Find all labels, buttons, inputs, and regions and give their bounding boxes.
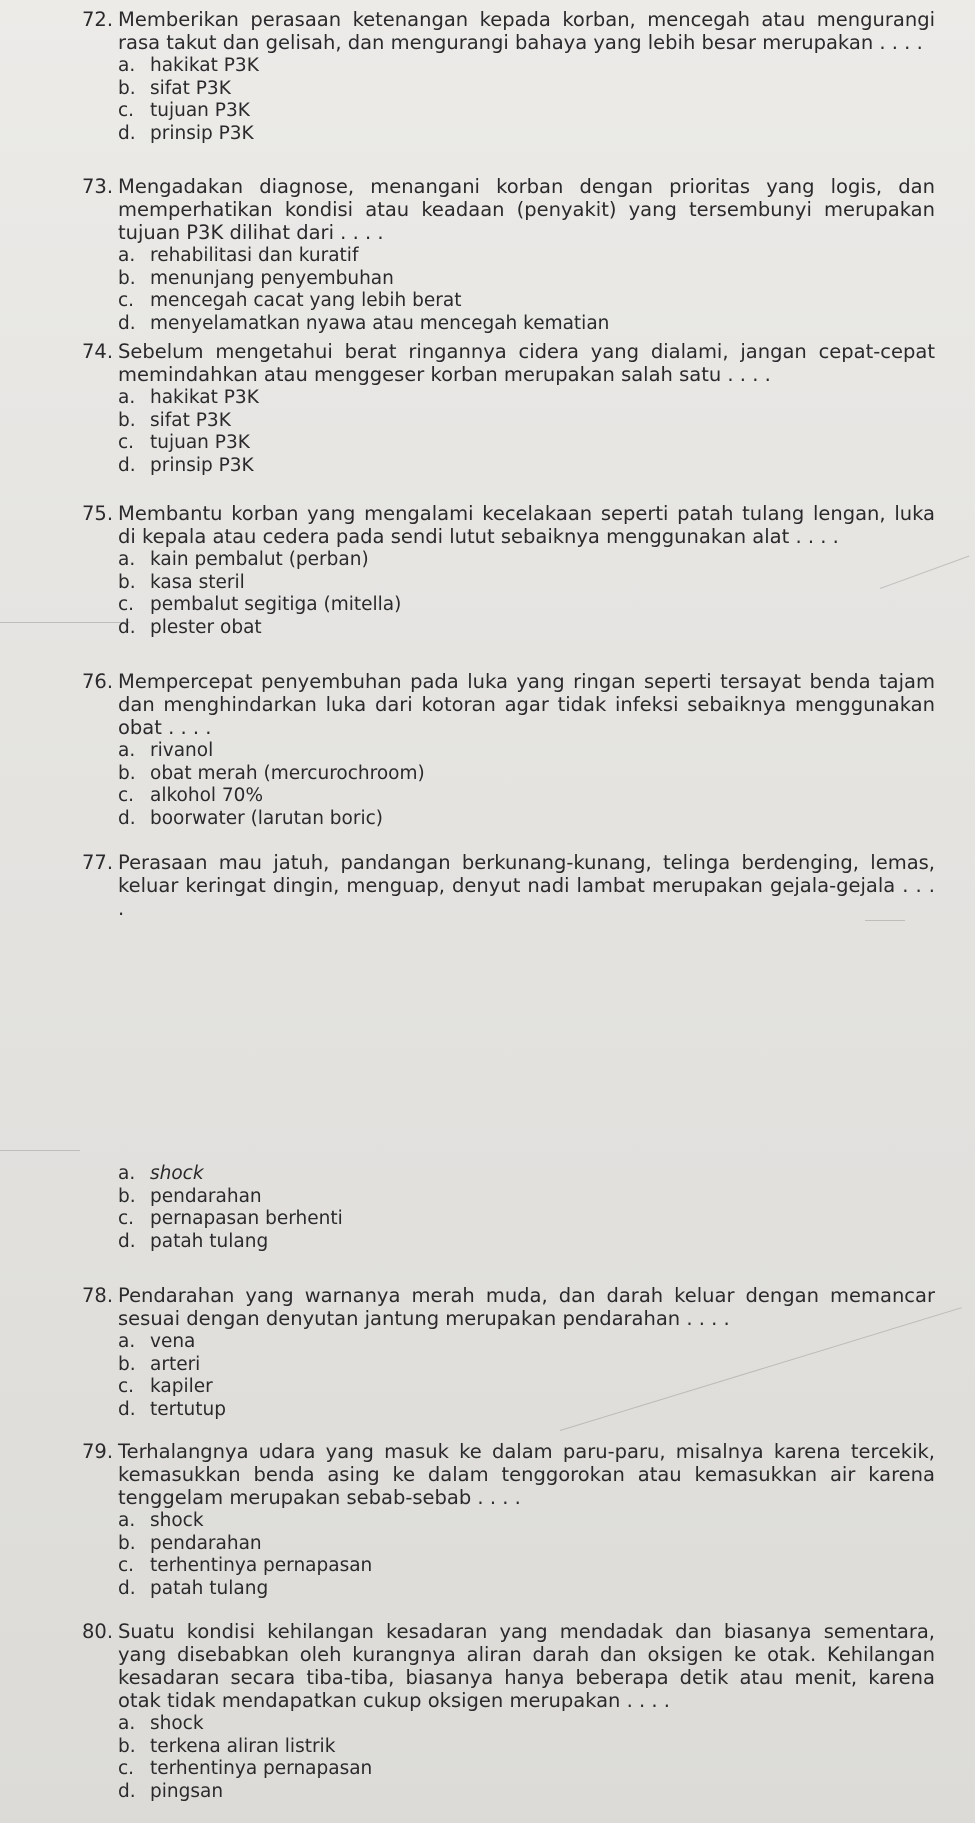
option-letter: b.	[118, 409, 136, 431]
question-text: Perasaan mau jatuh, pandangan berkunang-kunang, telinga berdenging, lemas, keluar keringat dingin, menguap, denyut nadi lambat merupakan gejala-gejala . . . .	[118, 851, 935, 920]
option-letter: d.	[118, 1577, 136, 1599]
option-d[interactable]	[118, 1781, 935, 1804]
option-c[interactable]	[118, 594, 935, 617]
option-list	[118, 549, 935, 639]
question-77	[82, 851, 935, 920]
option-letter: b.	[118, 1353, 136, 1375]
option-text: shock	[150, 1510, 204, 1531]
option-list	[118, 1331, 935, 1421]
question-number: 74.	[82, 340, 114, 363]
option-a[interactable]	[118, 55, 935, 78]
option-letter: d.	[118, 122, 136, 144]
option-letter: b.	[118, 1735, 136, 1757]
question-74	[82, 340, 935, 477]
option-letter: c.	[118, 785, 135, 806]
question-text: Mempercepat penyembuhan pada luka yang ringan seperti tersayat benda tajam dan menghindarkan luka dari kotoran agar tidak infeksi sebaiknya menggunakan obat . . . .	[118, 670, 935, 739]
question-78	[82, 1284, 935, 1421]
option-b[interactable]	[118, 78, 935, 101]
option-text: hakikat P3K	[150, 55, 259, 76]
option-text: hakikat P3K	[150, 387, 259, 408]
option-letter: a.	[118, 387, 136, 408]
question-79	[82, 1440, 935, 1600]
question-text: Pendarahan yang warnanya merah muda, dan darah keluar dengan memancar sesuai dengan denyutan jantung merupakan pendarahan . . . .	[118, 1284, 935, 1330]
option-text: obat merah (mercurochroom)	[150, 762, 425, 784]
option-text: boorwater (larutan boric)	[150, 807, 383, 829]
option-b[interactable]	[118, 1533, 935, 1556]
option-text: shock	[150, 1713, 204, 1734]
question-77-options	[82, 1162, 935, 1253]
question-number: 76.	[82, 670, 114, 693]
option-a[interactable]	[118, 1713, 935, 1736]
option-list	[118, 1163, 935, 1253]
option-d[interactable]	[118, 1399, 935, 1422]
option-text: tertutup	[150, 1398, 226, 1420]
blank-space	[40, 915, 920, 1160]
option-letter: c.	[118, 594, 135, 615]
option-text: shock	[150, 1163, 204, 1184]
option-text: tujuan P3K	[150, 432, 250, 453]
option-d[interactable]	[118, 1231, 935, 1254]
question-text: Sebelum mengetahui berat ringannya cidera yang dialami, jangan cepat-cepat memindahkan atau menggeser korban merupakan salah satu . . . .	[118, 340, 935, 386]
option-a[interactable]	[118, 245, 935, 268]
option-letter: d.	[118, 616, 136, 638]
option-text: kasa steril	[150, 571, 245, 593]
option-letter: c.	[118, 100, 135, 121]
question-text: Memberikan perasaan ketenangan kepada korban, mencegah atau mengurangi rasa takut dan gelisah, dan mengurangi bahaya yang lebih besar merupakan . . . .	[118, 8, 935, 54]
option-letter: b.	[118, 571, 136, 593]
question-number: 72.	[82, 8, 114, 31]
option-letter: d.	[118, 1230, 136, 1252]
question-number: 79.	[82, 1440, 114, 1463]
option-c[interactable]	[118, 1555, 935, 1578]
option-text: mencegah cacat yang lebih berat	[150, 290, 462, 311]
option-text: prinsip P3K	[150, 122, 254, 144]
question-80	[82, 1620, 935, 1803]
option-letter: a.	[118, 1713, 136, 1734]
option-list	[118, 740, 935, 830]
option-text: patah tulang	[150, 1230, 269, 1252]
option-d[interactable]	[118, 1578, 935, 1601]
option-a[interactable]	[118, 740, 935, 763]
option-d[interactable]	[118, 313, 935, 336]
question-number: 77.	[82, 851, 114, 874]
question-number: 80.	[82, 1620, 114, 1643]
option-list	[118, 1713, 935, 1803]
option-letter: d.	[118, 807, 136, 829]
option-d[interactable]	[118, 808, 935, 831]
option-letter: c.	[118, 1555, 135, 1576]
option-list	[118, 245, 935, 335]
option-letter: a.	[118, 245, 136, 266]
question-76	[82, 670, 935, 830]
option-text: kapiler	[150, 1376, 213, 1397]
option-text: terhentinya pernapasan	[150, 1758, 373, 1779]
option-letter: b.	[118, 267, 136, 289]
option-text: alkohol 70%	[150, 785, 264, 806]
option-text: terhentinya pernapasan	[150, 1555, 373, 1576]
option-list	[118, 55, 935, 145]
option-b[interactable]	[118, 1186, 935, 1209]
question-75	[82, 502, 935, 639]
option-letter: a.	[118, 549, 136, 570]
option-text: kain pembalut (perban)	[150, 549, 369, 570]
option-c[interactable]	[118, 785, 935, 808]
option-text: vena	[150, 1331, 196, 1352]
option-c[interactable]	[118, 1376, 935, 1399]
option-letter: a.	[118, 740, 136, 761]
option-b[interactable]	[118, 1736, 935, 1759]
question-number: 78.	[82, 1284, 114, 1307]
option-text: prinsip P3K	[150, 454, 254, 476]
option-c[interactable]	[118, 432, 935, 455]
option-a[interactable]	[118, 549, 935, 572]
option-letter: a.	[118, 1331, 136, 1352]
option-b[interactable]	[118, 1354, 935, 1377]
option-letter: c.	[118, 1376, 135, 1397]
option-d[interactable]	[118, 455, 935, 478]
option-letter: a.	[118, 55, 136, 76]
option-text: terkena aliran listrik	[150, 1735, 336, 1757]
option-letter: d.	[118, 1398, 136, 1420]
option-letter: c.	[118, 1208, 135, 1229]
question-73	[82, 175, 935, 335]
option-a[interactable]	[118, 1331, 935, 1354]
option-c[interactable]	[118, 1208, 935, 1231]
option-d[interactable]	[118, 617, 935, 640]
question-number: 75.	[82, 502, 114, 525]
option-letter: c.	[118, 432, 135, 453]
option-text: plester obat	[150, 616, 262, 638]
option-a[interactable]	[118, 387, 935, 410]
option-letter: d.	[118, 454, 136, 476]
option-text: menyelamatkan nyawa atau mencegah kematian	[150, 312, 610, 334]
option-b[interactable]	[118, 763, 935, 786]
question-text: Membantu korban yang mengalami kecelakaan seperti patah tulang lengan, luka di kepala atau cedera pada sendi lutut sebaiknya menggunakan alat . . . .	[118, 502, 935, 548]
question-72	[82, 8, 935, 145]
option-letter: b.	[118, 1532, 136, 1554]
option-b[interactable]	[118, 268, 935, 291]
option-text: rehabilitasi dan kuratif	[150, 245, 359, 266]
option-letter: b.	[118, 1185, 136, 1207]
option-b[interactable]	[118, 410, 935, 433]
option-text: pernapasan berhenti	[150, 1208, 343, 1229]
option-text: menunjang penyembuhan	[150, 267, 394, 289]
option-text: sifat P3K	[150, 409, 231, 431]
option-letter: a.	[118, 1163, 136, 1184]
option-letter: b.	[118, 762, 136, 784]
option-c[interactable]	[118, 290, 935, 313]
question-number: 73.	[82, 175, 114, 198]
option-list	[118, 1510, 935, 1600]
option-text: pingsan	[150, 1780, 224, 1802]
option-text: pembalut segitiga (mitella)	[150, 594, 402, 615]
option-text: pendarahan	[150, 1185, 262, 1207]
question-text: Mengadakan diagnose, menangani korban dengan prioritas yang logis, dan memperhatikan kondisi atau keadaan (penyakit) yang tersembunyi merupakan tujuan P3K dilihat dari . . . .	[118, 175, 935, 244]
option-letter: d.	[118, 312, 136, 334]
question-text: Suatu kondisi kehilangan kesadaran yang mendadak dan biasanya sementara, yang disebabkan oleh kurangnya aliran darah dan oksigen ke otak. Kehilangan kesadaran secara tiba-tiba, biasanya hanya beberapa detik atau menit, karena otak tidak mendapatkan cukup oksigen merupakan . . . .	[118, 1620, 935, 1712]
option-text: tujuan P3K	[150, 100, 250, 121]
option-text: rivanol	[150, 740, 214, 761]
option-text: patah tulang	[150, 1577, 269, 1599]
option-text: arteri	[150, 1353, 201, 1375]
option-a[interactable]	[118, 1163, 935, 1186]
option-text: sifat P3K	[150, 77, 231, 99]
option-letter: b.	[118, 77, 136, 99]
option-letter: d.	[118, 1780, 136, 1802]
option-text: pendarahan	[150, 1532, 262, 1554]
option-list	[118, 387, 935, 477]
option-d[interactable]	[118, 123, 935, 146]
option-letter: c.	[118, 1758, 135, 1779]
option-letter: a.	[118, 1510, 136, 1531]
option-letter: c.	[118, 290, 135, 311]
option-c[interactable]	[118, 1758, 935, 1781]
option-a[interactable]	[118, 1510, 935, 1533]
option-c[interactable]	[118, 100, 935, 123]
question-text: Terhalangnya udara yang masuk ke dalam paru-paru, misalnya karena tercekik, kemasukkan benda asing ke dalam tenggorokan atau kemasukkan air karena tenggelam merupakan sebab-sebab . . . .	[118, 1440, 935, 1509]
option-b[interactable]	[118, 572, 935, 595]
